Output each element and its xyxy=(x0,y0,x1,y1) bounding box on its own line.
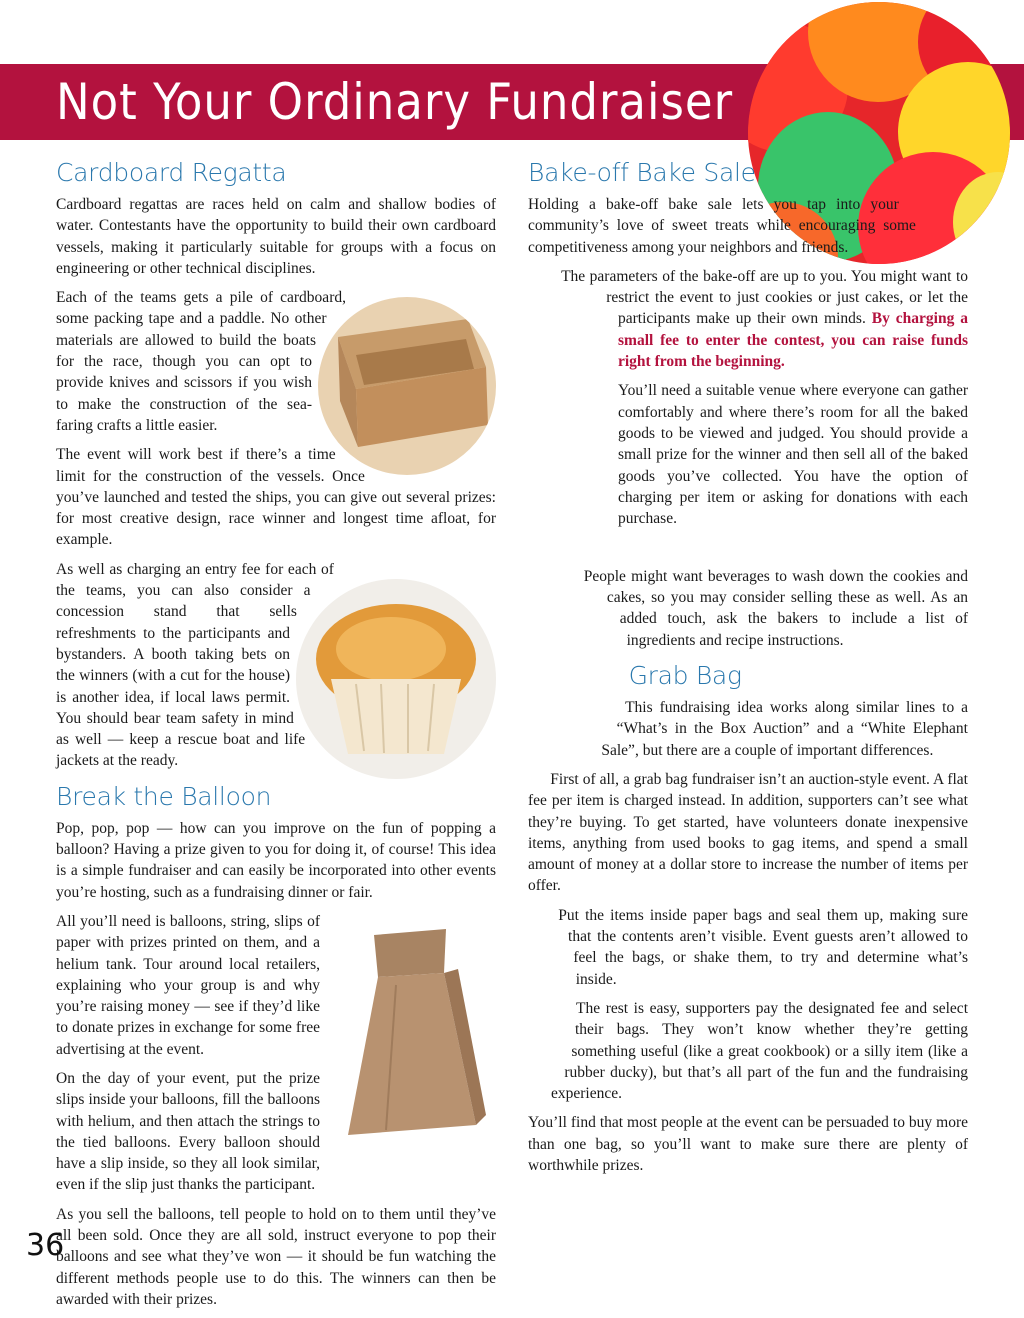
regatta-paragraph-4: As well as charging an entry fee for each of the teams, you can also consider a concession stand that sells refreshments to the participants and bystanders. A booth taking bets on the winners (with a cut for the house) is another idea, if local laws permit. You should bear team safety in mind as well — keep a rescue boat and life jackets at the ready. xyxy=(56,560,334,770)
page-number: 36 xyxy=(26,1228,65,1263)
muffin-icon xyxy=(296,579,496,779)
regatta-paragraph-1: Cardboard regattas are races held on calm and shallow bodies of water. Contestants have the opportunity to build their own cardboard vessels, making it particularly suitable for groups with a focus on engineering or other technical disciplines. xyxy=(56,196,496,277)
paper-bag-photo xyxy=(326,925,496,1155)
balloon-paragraph-1: Pop, pop, pop — how can you improve on the fun of popping a balloon? Having a prize given to you for doing it, of course! This idea is a simple fundraiser and can easily be incorporated into other events you’re hosting, such as a fundraising dinner or fair. xyxy=(56,819,496,901)
grab-paragraph-2: First of all, a grab bag fundraiser isn’t an auction-style event. A flat fee per item is charged instead. In addition, supporters can’t see what they’re buying. To get started, have volunteers donate inexpensive items, anything from used books to gag items, and spend a small amount of money at a dollar store to increase the number of items per offer. xyxy=(528,770,968,895)
bake-paragraph-4: People might want beverages to wash down the cookies and cakes, so you may consider selling these as well. As an added touch, ask the bakers to include a list of ingredients and recipe instructions. xyxy=(583,567,968,649)
muffin-photo xyxy=(296,579,496,779)
heading-bake-off-bake-sale: Bake-off Bake Sale xyxy=(528,158,756,187)
cardboard-wrap-spacer xyxy=(528,266,618,566)
heading-grab-bag: Grab Bag xyxy=(628,661,742,691)
cardboard-box-icon xyxy=(318,297,496,475)
balloon-paragraph-3: On the day of your event, put the prize slips inside your balloons, fill the balloons with helium, and then attach the strings to the tied balloons. Every balloon should have a slip inside, so they all look similar, even if the slip just thanks the participant. xyxy=(56,1069,320,1194)
bake-fee-highlight: By charging a small fee to enter the contest, you can raise funds right from the beginning. xyxy=(618,310,968,371)
bake-paragraph-2-text: The parameters of the bake-off are up to you. You might want to restrict the event to just cookies or just cakes, or let the participants make up their own minds. xyxy=(561,267,968,328)
heading-cardboard-regatta: Cardboard Regatta xyxy=(56,158,287,187)
balloon-paragraph-2: All you’ll need is balloons, string, slips of paper with prizes printed on them, and a helium tank. Tour around local retailers, explaining who your group is and why you’re raising money — see if they’d like to donate prizes in exchange for some free advertising at the event. xyxy=(56,912,320,1058)
bake-paragraph-3: You’ll need a suitable venue where everyone can gather comfortably and where there’s room for all the baked goods to be viewed and judged. You should provide a small prize for the winner and then sell all of the baked goods you’ve collected. You have the option of charging per item or asking for donations with each purchase. xyxy=(618,382,968,528)
cardboard-box-photo xyxy=(318,297,496,475)
left-column xyxy=(56,156,496,1318)
right-column xyxy=(528,156,968,1184)
regatta-paragraph-3: The event will work best if there’s a time limit for the construction of the vessels. Once you’ve launched and tested the ships, you can give out several prizes: for most creative design, race winner and longest time afloat, for example. xyxy=(56,446,496,549)
heading-break-the-balloon: Break the Balloon xyxy=(56,781,272,811)
grab-paragraph-1: This fundraising idea works along similar lines to a “What’s in the Box Auction” and a “White Elephant Sale”, but there are a couple of important differences. xyxy=(601,699,968,759)
bake-paragraph-1: Holding a bake-off bake sale lets you tap into your community’s love of sweet treats while encouraging some competitiveness among your neighbors and friends. xyxy=(528,196,916,256)
grab-paragraph-3: Put the items inside paper bags and seal them up, making sure that the contents aren’t visible. Event guests aren’t allowed to feel the bags, or shake them, to try and determine what’s inside. xyxy=(558,906,968,988)
paper-bag-icon xyxy=(326,925,496,1155)
grab-paragraph-4: The rest is easy, supporters pay the designated fee and select their bags. They won’t know whether they’re getting something useful (like a great cookbook) or a silly item (like a rubber ducky), but that’s all part of the fun and the fundraising experience. xyxy=(551,999,968,1103)
regatta-paragraph-2: Each of the teams gets a pile of cardboard, some packing tape and a paddle. No other materials are allowed to build the boats for the race, though you can opt to provide knives and scissors if you wish to make the construction of the sea-faring crafts a little easier. xyxy=(56,289,346,434)
page-title: Not Your Ordinary Fundraiser xyxy=(56,73,734,131)
grab-paragraph-5: You’ll find that most people at the event can be persuaded to buy more than one bag, so you’ll want to make sure there are plenty of worthwhile prizes. xyxy=(528,1114,968,1175)
balloon-paragraph-4: As you sell the balloons, tell people to hold on to them until they’ve all been sold. Once they are all sold, instruct everyone to pop their balloons and see what they’ve won — it should be fun watching the different methods people use to do this. The winners can then be awarded with their prizes. xyxy=(56,1205,496,1308)
